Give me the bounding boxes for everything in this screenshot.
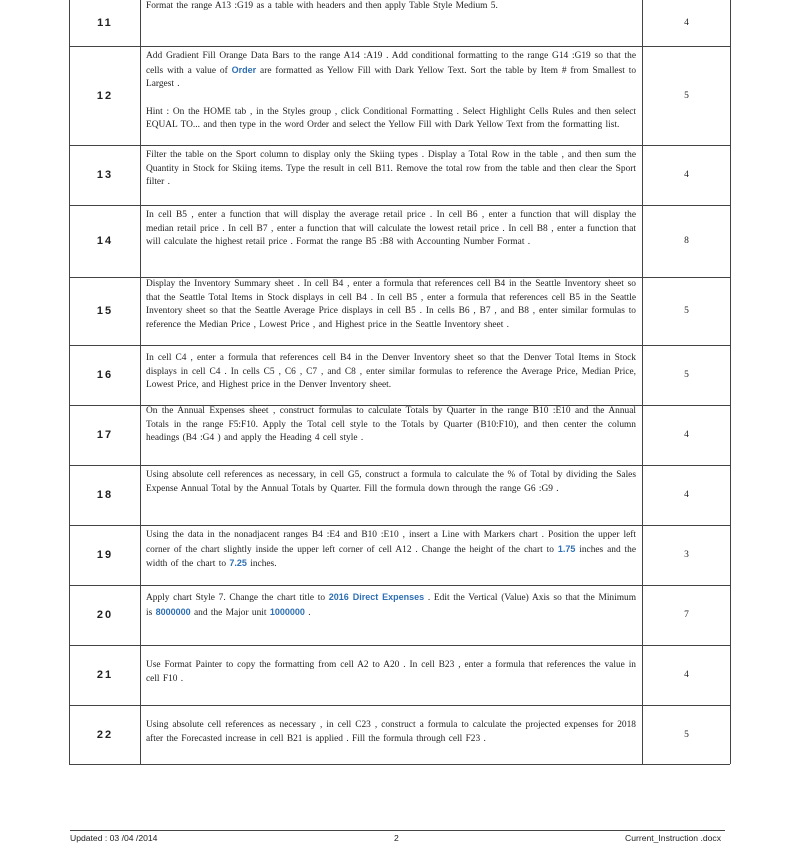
table-row [69,205,730,278]
step-number: 13 [69,145,141,205]
step-description: Use Format Painter to copy the formatting from cell A2 to A20 . In cell B23 , enter a formula that references the value in cell F10 . [146,660,636,684]
step-description: In cell C4 , enter a formula that references cell B4 in the Denver Inventory sheet so that the Denver Total Items in Stock displays in cell C4 . In cells C5 , C6 , C7 , and C8 , enter similar formulas to reference the Average Price, Median Price, Lowest Price, and Highest price in the Denver Inventory sheet. [146,353,636,391]
step-number: 17 [69,405,141,465]
step-description: Using absolute cell references as necessary , in cell C23 , construct a formula to calculate the projected expenses for 2018 after the Forecasted increase in cell B21 is applied . Fill the formula through cell F23 . [146,720,636,744]
step-points: 7 [642,585,731,645]
step-points: 5 [642,46,731,145]
table-row [69,405,730,466]
file-name: Current_Instruction .docx [624,833,721,843]
chart-title-value: 2016 Direct Expenses [328,592,425,602]
step-description: Using absolute cell references as necessary, in cell G5, construct a formula to calculate the % of Total by dividing the Sales Expense Annual Total by the Annual Totals by Quarter. Fill the formula down through the range G6 :G9 . [146,470,636,494]
step-points: 5 [642,277,731,345]
page-footer [70,830,725,849]
table-row [69,705,730,765]
step-points: 4 [642,145,731,205]
step-description: Format the range A13 :G19 as a table with headers and then apply Table Style Medium 5. [146,1,498,11]
table-row [69,277,730,346]
step-number: 21 [69,645,141,705]
hint-text: Hint : On the HOME tab , in the Styles group , click Conditional Formatting . Select Highlight Cells Rules and then select EQUAL TO... and then type in the word Order and select the Yellow Fill with Dark Yellow Text from the formatting list. [146,106,636,131]
step-description: Using the data in the nonadjacent ranges B4 :E4 and B10 :E10 , insert a Line with Markers chart . Position the upper left corner of the chart slightly inside the upper left corner of cell A12 . Change the height of the chart to 1.75 inches and the width of the chart to 7.25 inches. [146,530,636,570]
step-number: 15 [69,277,141,345]
step-number: 22 [69,705,141,764]
step-points: 4 [642,0,731,46]
step-points: 8 [642,205,731,277]
step-number: 16 [69,345,141,405]
step-number: 11 [69,0,141,46]
step-description: Add Gradient Fill Orange Data Bars to the range A14 :A19 . Add conditional formatting to the range G14 :G19 so that the cells with a value of Order are formatted as Yellow Fill with Dark Yellow Text. Sort the table by Item # from Smallest to Largest . Hint : On the HOME tab , in the Styles group , click Conditional Formatting . Select Highlight Cells Rules and then select EQUAL TO... and then type in the word Order and select the Yellow Fill with Dark Yellow Text from the formatting list. [140,46,642,145]
table-row [69,465,730,526]
step-number: 19 [69,525,141,585]
step-points: 5 [642,705,731,764]
table-row [69,145,730,206]
page-number: 2 [394,833,399,843]
step-points: 5 [642,345,731,405]
width-value: 7.25 [229,558,247,569]
table-row [69,525,730,586]
step-description: In cell B5 , enter a function that will display the average retail price . In cell B6 , enter a function that will display the median retail price . In cell B7 , enter a function that will calculate the lowest retail price . In cell B8 , enter a function that will calculate the highest retail price . Format the range B5 :B8 with Accounting Number Format . [146,210,636,248]
minimum-value: 8000000 [155,606,191,617]
step-number: 12 [69,46,141,145]
table-row [69,585,730,646]
table-row [69,0,730,47]
step-points: 4 [642,465,731,525]
step-points: 3 [642,525,731,585]
table-row [69,46,730,146]
highlight-value: Order [231,64,257,75]
table-row [69,645,730,706]
step-points: 4 [642,405,731,465]
step-points: 4 [642,645,731,705]
step-number: 20 [69,585,141,645]
height-value: 1.75 [557,543,576,554]
step-description: Filter the table on the Sport column to display only the Skiing types . Display a Total Row in the table , and then sum the Quantity in Stock for Skiing items. Type the result in cell B11. Remove the total row from the table and then clear the Sport filter . [146,150,636,188]
major-unit-value: 1000000 [269,606,305,617]
step-description: Apply chart Style 7. Change the chart title to 2016 Direct Expenses . Edit the Vertical (Value) Axis so that the Minimum is 8000000 and the Major unit 1000000 . [146,592,636,618]
step-number: 14 [69,205,141,277]
table-row [69,345,730,406]
step-description: On the Annual Expenses sheet , construct formulas to calculate Totals by Quarter in the range B10 :E10 and the Annual Totals in the range F5:F10. Apply the Total cell style to the Totals by Quarter (B10:F10), and then center the column headings (B4 :G4 ) and apply the Heading 4 cell style . [146,406,636,444]
step-description: Display the Inventory Summary sheet . In cell B4 , enter a formula that references cell B4 in the Seattle Inventory sheet so that the Seattle Total Items in Stock displays in cell B4 . In cell B5 , enter a formula that references cell B5 in the Seattle Inventory sheet so that the Seattle Average Price displays in cell B5 . In cells B6 , B7 , and B8 , enter similar formulas to reference the Median Price , Lowest Price , and Highest price in the Seattle Inventory sheet . [146,279,636,330]
updated-date: Updated : 03 /04 /2014 [70,833,158,843]
step-number: 18 [69,465,141,525]
